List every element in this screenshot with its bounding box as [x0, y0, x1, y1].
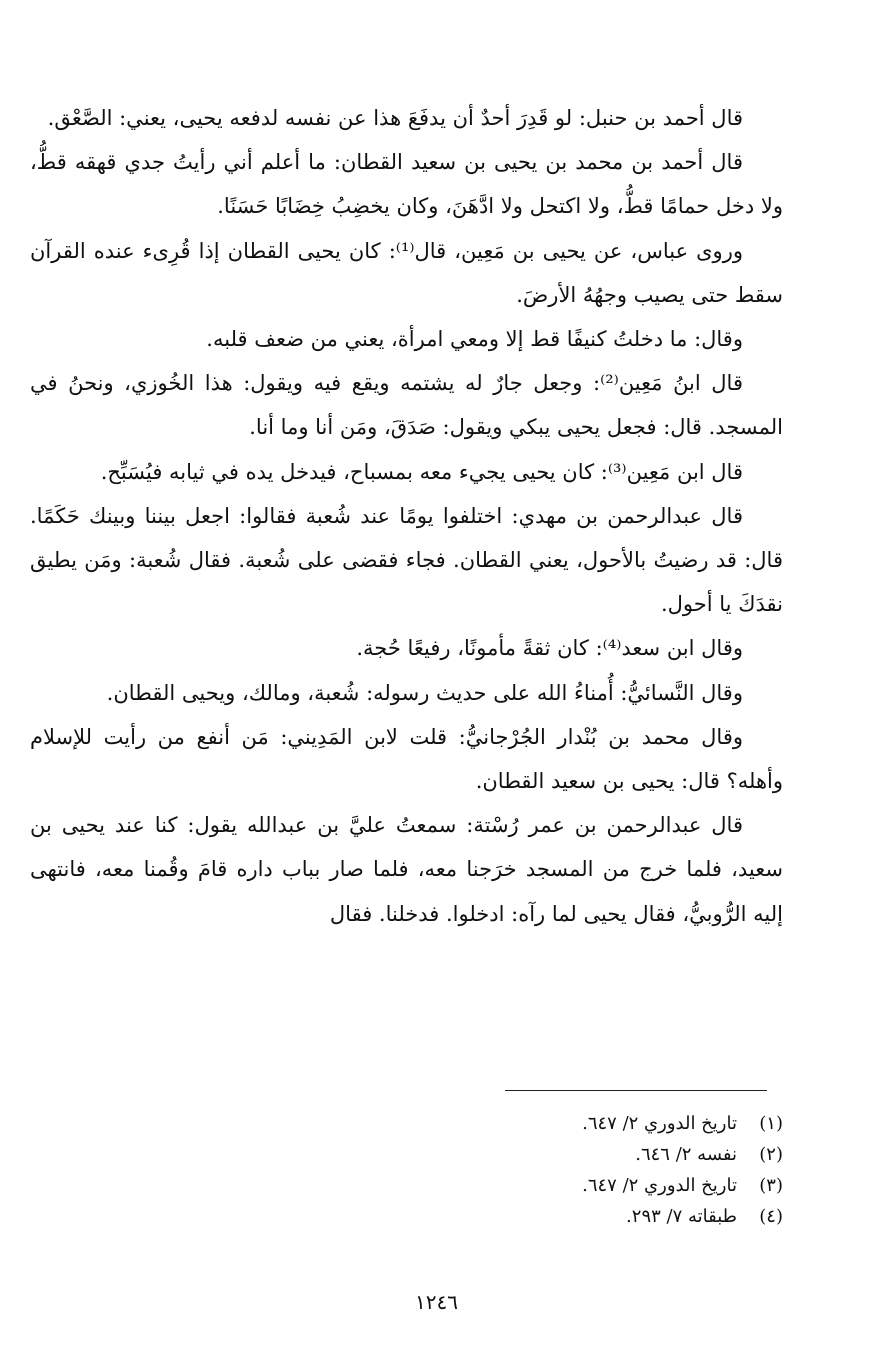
paragraph-5: قال ابنُ مَعِين⁽²⁾: وجعل جارٌ له يشتمه ويقع فيه ويقول: هذا الخُوزي، ونحنُ في المسجد. قال: فجعل يحيى يبكي ويقول: صَدَقَ، ومَن أنا وما أنا.	[30, 371, 783, 440]
footnote-3	[300, 1170, 783, 1201]
footnote-divider	[505, 1090, 767, 1091]
footnote-1	[300, 1108, 783, 1139]
paragraph-7: قال عبدالرحمن بن مهدي: اختلفوا يومًا عند شُعبة فقالوا: اجعل بيننا وبينك حَكَمًا. قال: قد رضيتُ بالأحول، يعني القطان. فجاء فقضى على شُعبة. فقال شُعبة: ومَن يطيق نقدَكَ يا أحول.	[30, 503, 783, 617]
main-text	[30, 96, 783, 936]
paragraph-6: قال ابن مَعِين⁽³⁾: كان يحيى يجيء معه بمسباح، فيدخل يده في ثيابه فيُسَبِّح.	[100, 459, 743, 484]
footnote-4	[300, 1201, 783, 1232]
footnote-number: (١)	[759, 1113, 783, 1134]
paragraph-4: وقال: ما دخلتُ كنيفًا قط إلا ومعي امرأة، يعني من ضعف قلبه.	[206, 327, 743, 352]
footnote-text: تاريخ الدوري ٢/ ٦٤٧.	[582, 1113, 737, 1134]
footnote-text: تاريخ الدوري ٢/ ٦٤٧.	[582, 1175, 737, 1196]
footnote-number: (٣)	[759, 1175, 783, 1196]
paragraph-9: وقال النَّسائيُّ: أُمناءُ الله على حديث رسوله: شُعبة، ومالك، ويحيى القطان.	[106, 680, 743, 705]
paragraph-3: وروى عباس، عن يحيى بن مَعِين، قال⁽¹⁾: كان يحيى القطان إذا قُرِىء عنده القرآن سقط حتى يصيب وجهُهُ الأرضَ.	[30, 238, 783, 307]
paragraph-11: قال عبدالرحمن بن عمر رُسْتة: سمعتُ عليَّ بن عبدالله يقول: كنا عند يحيى بن سعيد، فلما خرج من المسجد خرَجنا معه، فلما صار بباب داره قامَ وقُمنا معه، فانتهى إليه الرُّوبيُّ، فقال يحيى لما رآه: ادخلوا. فدخلنا. فقال	[30, 813, 783, 926]
page-number: ١٢٤٦	[415, 1290, 458, 1314]
footnotes	[300, 1108, 783, 1232]
footnote-number: (٢)	[759, 1144, 783, 1165]
paragraph-8: وقال ابن سعد⁽⁴⁾: كان ثقةً مأمونًا، رفيعًا حُجة.	[356, 636, 743, 661]
footnote-2	[300, 1139, 783, 1170]
footnote-text: طبقاته ٧/ ٢٩٣.	[626, 1206, 737, 1227]
footnote-number: (٤)	[759, 1206, 783, 1227]
footnote-text: نفسه ٢/ ٦٤٦.	[635, 1144, 737, 1165]
paragraph-1: قال أحمد بن حنبل: لو قَدِرَ أحدٌ أن يدفَعَ هذا عن نفسه لدفعه يحيى، يعني: الصَّعْق.	[47, 106, 743, 130]
paragraph-2: قال أحمد بن محمد بن يحيى بن سعيد القطان: ما أعلم أني رأيتُ جدي قهقه قطُّ، ولا دخل حمامًا قطُّ، ولا اكتحل ولا ادَّهَنَ، وكان يخضِبُ خِضَابًا حَسَنًا.	[30, 150, 783, 219]
paragraph-10: وقال محمد بن بُنْدار الجُرْجانيُّ: قلت لابن المَدِيني: مَن أنفع من رأيت للإسلام وأهله؟ قال: يحيى بن سعيد القطان.	[30, 724, 783, 794]
